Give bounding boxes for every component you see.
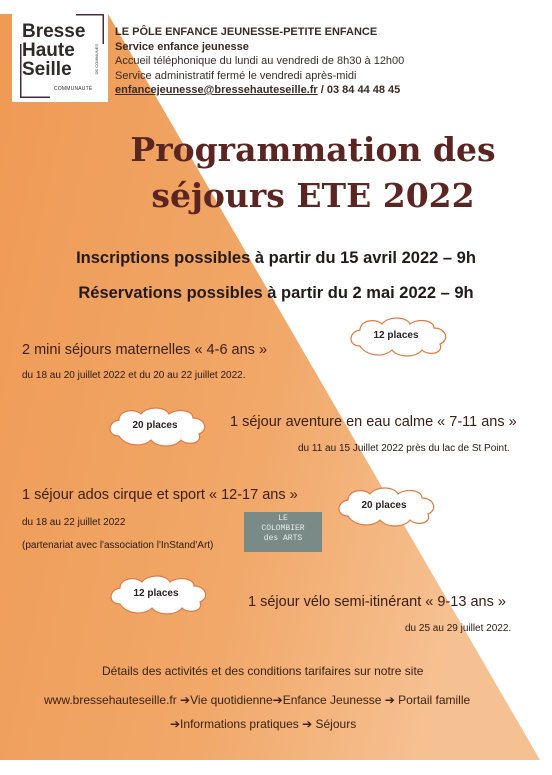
email-link[interactable]: enfancejeunesse@bressehauteseille.fr: [115, 84, 318, 96]
reservations-line: Réservations possibles à partir du 2 mai 2022 – 9h: [78, 284, 474, 302]
sejour-2-details: du 11 au 15 Juillet 2022 près du lac de St Point.: [298, 443, 510, 454]
title-line-2: séjours ETE 2022: [151, 176, 475, 215]
header-info: [115, 25, 404, 98]
header-line-4: Service administratif fermé le vendredi après-midi: [115, 69, 357, 82]
logo-subtitle-vertical: DE COMMUNES: [94, 44, 99, 75]
sejour-3-title: 1 séjour ados cirque et sport « 12-17 ans »: [22, 487, 298, 503]
colombier-line-1: LE: [278, 514, 288, 523]
colombier-line-2: COLOMBIER: [261, 524, 305, 533]
sejour-3-partner: (partenariat avec l'association l'InStand'Art): [22, 540, 214, 551]
header-line-1: LE PÔLE ENFANCE JEUNESSE-PETITE ENFANCE: [115, 26, 378, 38]
places-label-4: 12 places: [133, 588, 179, 599]
logo-line-2: Haute: [22, 40, 75, 61]
places-label-3: 20 places: [361, 500, 407, 511]
inscriptions-line: Inscriptions possibles à partir du 15 avril 2022 – 9h: [76, 249, 476, 267]
header-line-2: Service enfance jeunesse: [115, 40, 249, 53]
sejour-4-details: du 25 au 29 juillet 2022.: [405, 623, 512, 634]
phone-number: / 03 84 44 48 45: [317, 84, 401, 96]
logo-text: [22, 22, 85, 79]
places-label-1: 12 places: [373, 330, 419, 341]
sejour-4-title: 1 séjour vélo semi-itinérant « 9-13 ans »: [248, 594, 506, 610]
sejour-3-details: du 18 au 22 juillet 2022: [22, 517, 126, 528]
logo-subtitle: COMMUNAUTÉ: [54, 86, 93, 92]
places-label-2: 20 places: [132, 420, 178, 431]
colombier-line-3: des ARTS: [263, 534, 303, 543]
colombier-logo: [244, 512, 322, 552]
logo-line-1: Bresse: [22, 21, 86, 42]
sejour-1-details: du 18 au 20 juillet 2022 et du 20 au 22 juillet 2022.: [22, 370, 246, 381]
header-line-3: Accueil téléphonique du lundi au vendredi de 8h30 à 12h00: [115, 55, 405, 67]
header-contact: [115, 83, 404, 98]
footer-line-1: Détails des activités et des conditions tarifaires sur notre site: [102, 664, 424, 678]
footer-line-3[interactable]: ➔Informations pratiques ➔ Séjours: [170, 717, 357, 731]
footer-line-2[interactable]: www.bressehauteseille.fr ➔Vie quotidienne➔Enfance Jeunesse ➔ Portail famille: [44, 693, 471, 707]
sejour-1-title: 2 mini séjours maternelles « 4-6 ans »: [22, 342, 268, 358]
sejour-2-title: 1 séjour aventure en eau calme « 7-11 ans »: [230, 414, 517, 430]
logo-line-3: Seille: [22, 59, 72, 80]
title-line-1: Programmation des: [130, 130, 496, 169]
